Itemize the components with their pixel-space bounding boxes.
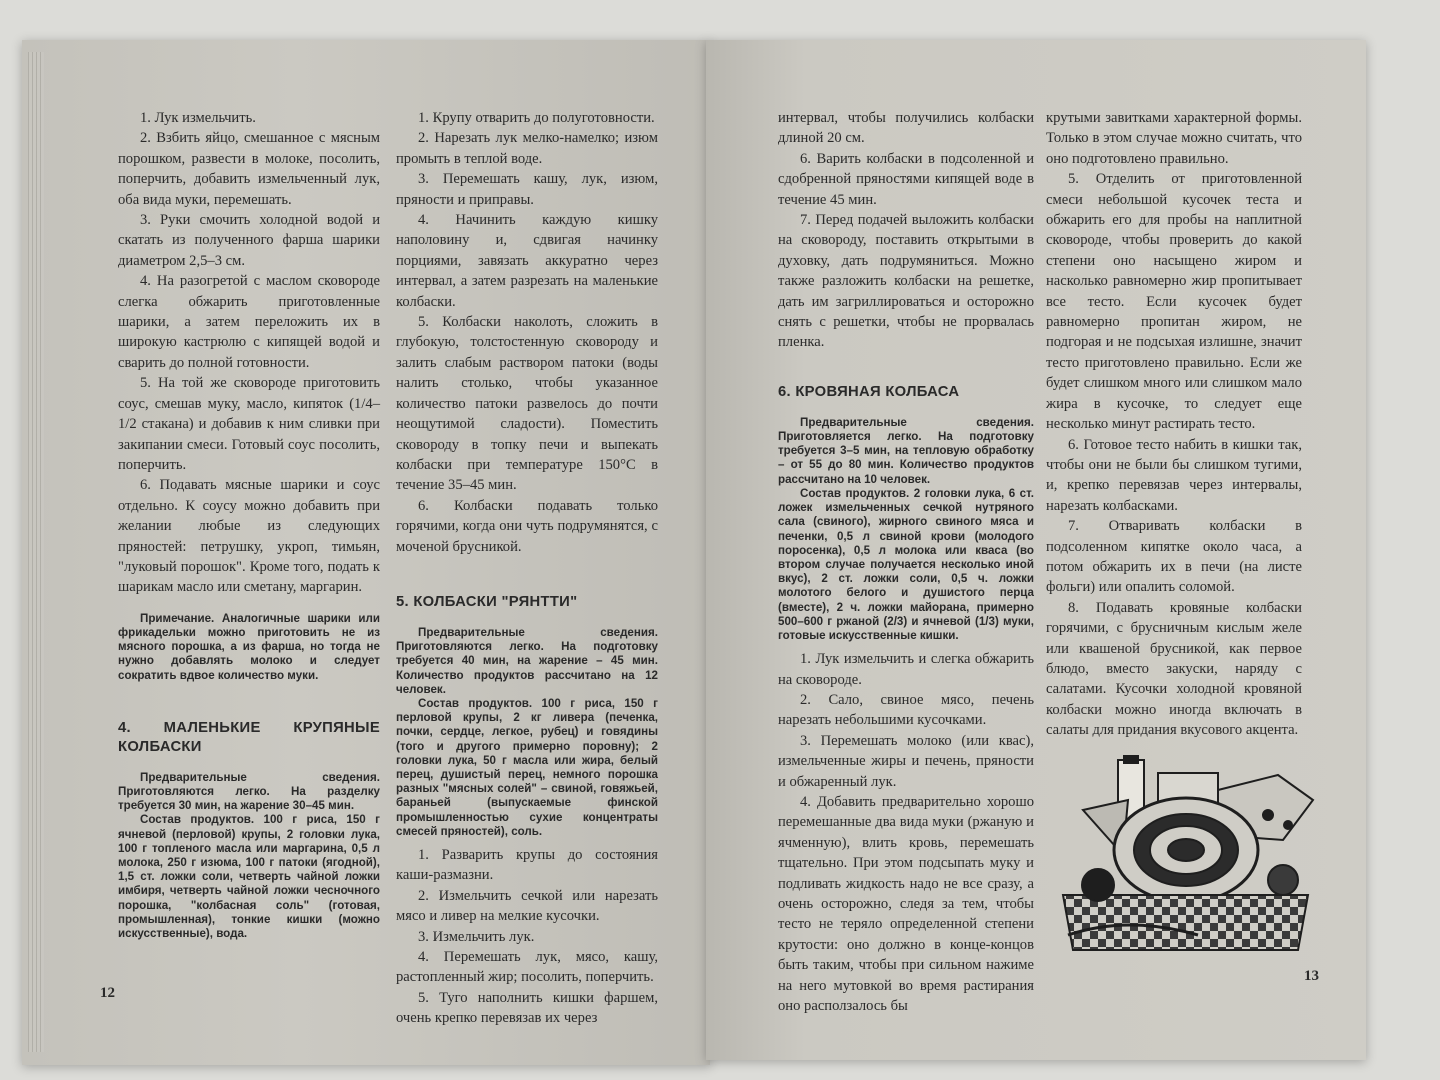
ingredients: Состав продуктов. 100 г риса, 150 г ячневой (перловой) крупы, 2 головки лука, 100 г топленого масла или маргарина, 0,5 л молока, 250 г изюма, 100 г патоки (ягодной), 1,5 ст. ложки соли, четверть чайной ложки имбиря, четверть чайной ложки чесночного порошка, "колбасная соль" (готовая, промышленная), тонкие кишки (можно искусственные), вода. bbox=[118, 813, 380, 940]
step: 7. Перед подачей выложить колбаски на сковороду, поставить открытыми в духовку, дать подрумяниться. Можно также разложить колбаски на решетке, дать им загриллироваться и осторожно снять с решетки, чтобы не прорвалась пленка. bbox=[778, 212, 1034, 351]
step: 7. Отваривать колбаски в подсоленном кипятке около часа, а потом обжарить их в печи (на листе фольги) или опалить соломой. bbox=[1046, 518, 1302, 596]
step: 3. Измельчить лук. bbox=[418, 928, 535, 945]
left-column-1 bbox=[118, 108, 380, 941]
step: интервал, чтобы получились колбаски длиной 20 см. bbox=[778, 110, 1034, 147]
right-column-1 bbox=[778, 108, 1034, 1016]
step: 4. Начинить каждую кишку наполовину и, сдвигая начинку порциями, завязать аккуратно через интервал, а затем разрезать на маленькие колбаски. bbox=[396, 212, 658, 310]
step: 4. Перемешать лук, мясо, кашу, растопленный жир; посолить, поперчить. bbox=[396, 949, 658, 986]
section-title: 5. КОЛБАСКИ "РЯНТТИ" bbox=[396, 593, 578, 610]
step: 6. Готовое тесто набить в кишки так, чтобы они не были бы слишком тугими, и, крепко перевязав через интервалы, нарезать колбасками. bbox=[1046, 436, 1302, 514]
step: 1. Крупу отварить до полуготовности. bbox=[418, 110, 655, 126]
step: 1. Лук измельчить и слегка обжарить на сковороде. bbox=[778, 651, 1034, 688]
step: 5. Туго наполнить кишки фаршем, очень крепко перевязав их через bbox=[396, 989, 658, 1027]
page-number-right: 13 bbox=[1304, 968, 1319, 984]
step: крутыми завитками характерной формы. Только в этом случае можно считать, что оно подготовлено правильно. bbox=[1046, 110, 1302, 167]
sausage-still-life-icon bbox=[1058, 755, 1316, 955]
ingredients: Состав продуктов. 100 г риса, 150 г перловой крупы, 2 кг ливера (печенка, почки, сердце, легкое, рубец) и говядины (того и другого примерно поровну); 2 головки лука, 50 г масла или жира, белый перец, душистый перец, немного порошка разных "мясных солей" – свиной, говяжьей, бараньей (выпускаемые финской промышленностью сухие концентраты смесей пряностей), соль. bbox=[396, 696, 658, 838]
step: 4. Добавить предварительно хорошо перемешанные два вида муки (ржаную и ячменную), влить кровь, перемешать тщательно. При этом подсыпать муку и подливать жидкость надо не все сразу, а очень осторожно, следя за тем, чтобы тесто не теряло определенной степени крутости: оно должно в конце-концов быть таким, чтобы при сильном нажиме на него мутовкой во время растирания оно расползалось бы bbox=[778, 793, 1034, 1015]
step: 5. Отделить от приготовленной смеси небольшой кусочек теста и обжарить его для пробы на наплитной сковороде, чтобы проверить до какой степени оно насыщено жиром и насколько равномерно жир пропитывает все тесто. Если кусочек будет равномерно пропитан жиром, не подгорая и не подсыхая излишне, значит тесто приготовлено правильно. Если же будет слишком много или слишком мало жира в кусочке, то следует еще несколько минут растирать тесто. bbox=[1046, 171, 1302, 433]
page-stack-edge bbox=[28, 52, 44, 1052]
step: 5. Колбаски наколоть, сложить в глубокую, толстостенную сковороду и залить слабым раствором патоки (воды налить столько, чтобы указанное количество патоки развелось до почти неощутимой сладости). Поместить сковороду в топку печи и выпекать колбаски при температуре 150°С в течение 35–45 мин. bbox=[396, 314, 658, 494]
section-title: 6. КРОВЯНАЯ КОЛБАСА bbox=[778, 383, 960, 400]
step: 6. Варить колбаски в подсоленной и сдобренной пряностями кипящей воде в течение 45 мин. bbox=[778, 150, 1034, 208]
step: 8. Подавать кровяные колбаски горячими, с брусничным кислым желе или квашеной брусникой, как первое блюдо, вместо закуски, наряду с салатами. Кусочки холодной кровяной колбаски можно иногда включать в салаты для придания вкусового акцента. bbox=[1046, 599, 1302, 739]
left-column-2 bbox=[396, 108, 658, 1029]
step: 4. На разогретой с маслом сковороде слегка обжарить приготовленные шарики, а затем переложить их в широкую кастрюлю с кипящей водой и сварить до полной готовности. bbox=[118, 273, 380, 371]
step: 3. Перемешать молоко (или квас), измельченные жиры и печень, пряности и обжаренный лук. bbox=[778, 732, 1034, 790]
right-column-2 bbox=[1046, 108, 1302, 741]
step: 2. Нарезать лук мелко-намелко; изюм промыть в теплой воде. bbox=[396, 130, 658, 167]
step: 6. Подавать мясные шарики и соус отдельно. К соусу можно добавить при желании любые из следующих пряностей: петрушку, укроп, тимьян, "луковый порошок". Кроме того, подать к шарикам масло или сметану, маргарин. bbox=[118, 477, 380, 596]
step: 2. Сало, свиное мясо, печень нарезать небольшими кусочками. bbox=[778, 691, 1034, 729]
note: Примечание. Аналогичные шарики или фрикадельки можно приготовить не из мясного порошка, а из фарша, но тогда не нужно добавлять молоко и следует сократить вдвое количество муки. bbox=[118, 611, 380, 682]
step: 2. Измельчить сечкой или нарезать мясо и ливер на мелкие кусочки. bbox=[396, 887, 658, 925]
prelim-info: Предварительные сведения. Приготовляются легко. На подготовку требуется 40 мин, на жарение – 45 мин. Количество продуктов рассчитано на 12 человек. bbox=[396, 625, 658, 696]
step: 3. Руки смочить холодной водой и скатать из полученного фарша шарики диаметром 2,5–3 см. bbox=[118, 212, 380, 269]
prelim-info: Предварительные сведения. Приготовляются легко. На разделку требуется 30 мин, на жарение 30–45 мин. bbox=[118, 770, 380, 813]
page-number-left: 12 bbox=[100, 985, 115, 1001]
step: 2. Взбить яйцо, смешанное с мясным порошком, развести в молоке, посолить, поперчить, добавить измельченный лук, оба вида муки, перемешать. bbox=[118, 130, 380, 208]
step: 5. На той же сковороде приготовить соус, смешав муку, масло, кипяток (1/4–1/2 стакана) и добавив к ним сливки при закипании смеси. Готовый соус посолить, поперчить. bbox=[118, 375, 380, 473]
section-title: 4. МАЛЕНЬКИЕ КРУПЯНЫЕ КОЛБАСКИ bbox=[118, 719, 380, 755]
ingredients: Состав продуктов. 2 головки лука, 6 ст. ложек измельченных сечкой нутряного сала (свиного), жирного свиного мяса и печенки, 0,5 л свиной крови (молодого поросенка), 0,5 л молока или кваса (во втором случае получается несколько иной вкус), 2 ст. ложки соли, 0,5 ч. ложки молотого белого и душистого перца (вместе), 2 ч. ложки майорана, примерно 500–600 г ржаной (2/3) и ячневой (1/3) муки, готовые искусственные кишки. bbox=[778, 486, 1034, 642]
step: 1. Лук измельчить. bbox=[140, 110, 256, 126]
prelim-info: Предварительные сведения. Приготовляется легко. На подготовку требуется 3–5 мин, на тепловую обработку – от 55 до 80 мин. Количество продуктов рассчитано на 10 человек. bbox=[778, 415, 1034, 486]
step: 6. Колбаски подавать только горячими, когда они чуть подрумянятся, с моченой брусникой. bbox=[396, 497, 658, 555]
step: 1. Разварить крупы до состояния каши-размазни. bbox=[396, 846, 658, 884]
step: 3. Перемешать кашу, лук, изюм, пряности и приправы. bbox=[396, 171, 658, 208]
